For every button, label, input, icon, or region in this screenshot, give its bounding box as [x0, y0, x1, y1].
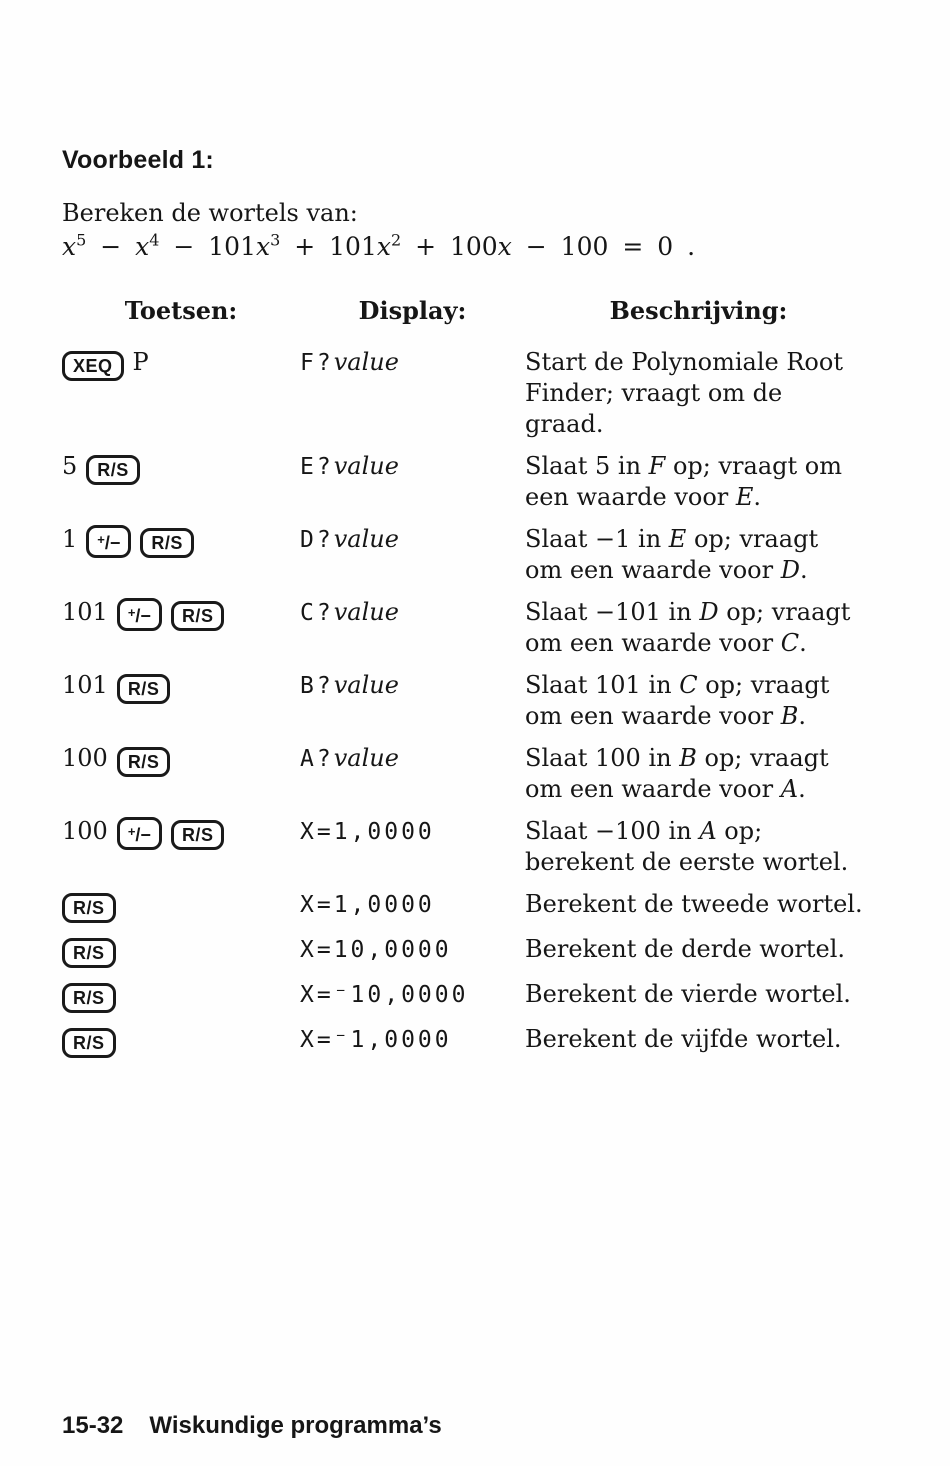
display-cell	[300, 979, 525, 1013]
description-line: Slaat −1 in E op; vraagt	[525, 525, 819, 553]
description-line: graad.	[525, 410, 604, 438]
description-cell	[525, 816, 872, 878]
page-content	[62, 146, 882, 1069]
rs-key: R/S	[140, 528, 194, 558]
table-row	[62, 670, 882, 732]
rs-key: R/S	[62, 983, 116, 1013]
table-row	[62, 979, 882, 1013]
lcd-text: X=1,0000	[300, 892, 435, 918]
lcd-text: A?	[300, 746, 334, 772]
keys-cell	[62, 816, 300, 878]
description-cell	[525, 934, 872, 968]
table-row	[62, 934, 882, 968]
lcd-text: E?	[300, 454, 334, 480]
key-prefix-number: 100	[62, 817, 108, 845]
description-line: Slaat 101 in C op; vraagt	[525, 671, 830, 699]
description-line: Berekent de vierde wortel.	[525, 980, 851, 1008]
description-cell	[525, 1024, 872, 1058]
keys-cell	[62, 1024, 300, 1058]
keys-cell	[62, 979, 300, 1013]
display-value-placeholder: value	[333, 348, 399, 376]
table-row	[62, 597, 882, 659]
plusminus-key: +/−	[117, 817, 162, 850]
display-cell	[300, 934, 525, 968]
table-row	[62, 889, 882, 923]
rs-key: R/S	[117, 674, 171, 704]
lcd-text: X=⁻10,0000	[300, 982, 469, 1008]
table-row	[62, 347, 882, 440]
plusminus-key: +/−	[117, 598, 162, 631]
display-cell	[300, 743, 525, 805]
description-cell	[525, 670, 872, 732]
lcd-text: B?	[300, 673, 334, 699]
description-line: om een waarde voor C.	[525, 629, 807, 657]
table-header-row	[62, 296, 882, 325]
lcd-text: F?	[300, 350, 334, 376]
description-line: Start de Polynomiale Root	[525, 348, 843, 376]
key-prefix-number: 100	[62, 744, 108, 772]
description-line: Finder; vraagt om de	[525, 379, 783, 407]
description-line: Berekent de tweede wortel.	[525, 890, 863, 918]
display-cell	[300, 347, 525, 440]
keys-cell	[62, 889, 300, 923]
lcd-text: X=⁻1,0000	[300, 1027, 452, 1053]
rs-key: R/S	[171, 820, 225, 850]
rs-key: R/S	[117, 747, 171, 777]
keys-cell	[62, 670, 300, 732]
rs-key: R/S	[62, 893, 116, 923]
description-cell	[525, 451, 872, 513]
display-cell	[300, 889, 525, 923]
table-row	[62, 743, 882, 805]
key-prefix-number: P	[132, 348, 149, 376]
description-line: om een waarde voor A.	[525, 775, 806, 803]
display-cell	[300, 670, 525, 732]
description-line: Berekent de derde wortel.	[525, 935, 846, 963]
keys-cell	[62, 451, 300, 513]
description-line: berekent de eerste wortel.	[525, 848, 849, 876]
xeq-key: XEQ	[62, 351, 124, 381]
key-prefix-number: 101	[62, 671, 108, 699]
lcd-text: D?	[300, 527, 334, 553]
column-header-description: Beschrijving:	[609, 296, 788, 325]
rs-key: R/S	[171, 601, 225, 631]
key-prefix-number: 5	[62, 452, 78, 480]
display-value-placeholder: value	[333, 744, 399, 772]
key-prefix-number: 1	[62, 525, 78, 553]
lcd-text: X=10,0000	[300, 937, 452, 963]
rs-key: R/S	[86, 455, 140, 485]
description-cell	[525, 347, 872, 440]
description-line: Slaat 5 in F op; vraagt om	[525, 452, 842, 480]
display-value-placeholder: value	[333, 598, 399, 626]
keys-cell	[62, 597, 300, 659]
display-cell	[300, 597, 525, 659]
keys-cell	[62, 524, 300, 586]
description-line: Slaat −100 in A op;	[525, 817, 763, 845]
chapter-title: Wiskundige programma’s	[149, 1412, 442, 1439]
lcd-text: C?	[300, 600, 334, 626]
table-row	[62, 524, 882, 586]
description-line: Slaat 100 in B op; vraagt	[525, 744, 829, 772]
display-value-placeholder: value	[333, 671, 399, 699]
column-header-display: Display:	[358, 296, 467, 325]
description-line: Slaat −101 in D op; vraagt	[525, 598, 851, 626]
page-footer	[62, 1412, 442, 1440]
keys-cell	[62, 743, 300, 805]
key-prefix-number: 101	[62, 598, 108, 626]
description-cell	[525, 524, 872, 586]
display-cell	[300, 524, 525, 586]
description-line: om een waarde voor D.	[525, 556, 808, 584]
table-row	[62, 451, 882, 513]
keys-cell	[62, 934, 300, 968]
rs-key: R/S	[62, 1028, 116, 1058]
display-cell	[300, 816, 525, 878]
table-row	[62, 816, 882, 878]
lcd-text: X=1,0000	[300, 819, 435, 845]
equation: $x^5 - x^4 - 101x^3 + 101x^2 + 100x - 100 = 0$ .	[62, 230, 696, 261]
page-number: 15-32	[62, 1412, 124, 1439]
plusminus-key: +/−	[86, 525, 131, 558]
keys-cell	[62, 347, 300, 440]
description-cell	[525, 743, 872, 805]
display-cell	[300, 1024, 525, 1058]
table-row	[62, 1024, 882, 1058]
description-line: Berekent de vijfde wortel.	[525, 1025, 842, 1053]
rs-key: R/S	[62, 938, 116, 968]
description-cell	[525, 889, 872, 923]
display-value-placeholder: value	[333, 452, 399, 480]
table-body	[62, 347, 882, 1058]
description-line: om een waarde voor B.	[525, 702, 806, 730]
description-cell	[525, 597, 872, 659]
description-line: een waarde voor E.	[525, 483, 762, 511]
intro-text: Bereken de wortels van:	[62, 199, 358, 227]
description-cell	[525, 979, 872, 1013]
display-cell	[300, 451, 525, 513]
display-value-placeholder: value	[333, 525, 399, 553]
column-header-keys: Toetsen:	[124, 296, 238, 325]
example-title: Voorbeeld 1:	[62, 146, 214, 174]
